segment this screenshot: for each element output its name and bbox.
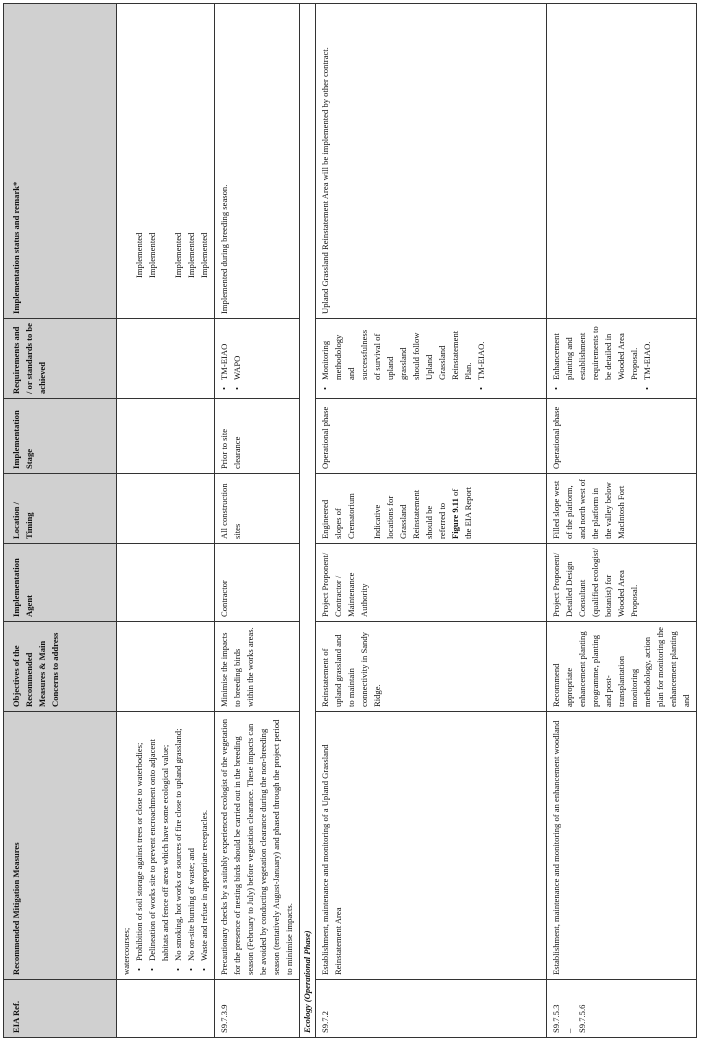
row1-measure: [117, 712, 215, 980]
row1-ref: [117, 980, 215, 1038]
header-location: Location / Timing: [4, 474, 117, 544]
status-text: Implemented: [173, 232, 183, 278]
row1-bullet: • Prohibition of soil storage against trees or close to waterbodies;: [133, 716, 146, 975]
row3-requirements: [316, 319, 547, 399]
requirement-item: • Enhancement planting and establishment requirements to be detailed in Wooded Area Proposal.: [550, 323, 641, 394]
requirement-item: • Monitoring methodology and successfulness of survival of upland grassland should follow Upland Grassland Reinstatement Plan.: [319, 323, 475, 394]
header-agent: Implementation Agent: [4, 544, 117, 622]
header-row: [4, 4, 117, 1038]
row4-location: Filled slope west of the platform, and north west of the platform in the valley below MacIntosh Fort: [547, 474, 697, 544]
status-text: Implemented: [147, 232, 157, 278]
header-status: Implementation status and remark*: [4, 4, 117, 319]
mitigation-measures-table: [3, 3, 697, 1038]
row3-stage: Operational phase: [316, 399, 547, 474]
row1-bullet: • Waste and refuse in appropriate receptacles.: [198, 716, 211, 975]
row1-objective: [117, 622, 215, 712]
figure-reference: Figure 9.11: [450, 498, 460, 539]
row1-bullet: • No on-site burning of waste; and: [185, 716, 198, 975]
status-text: Implemented: [134, 232, 144, 278]
row2-objective: Minimise the impacts to breeding birds within the works areas.: [215, 622, 300, 712]
header-stage: Implementation Stage: [4, 399, 117, 474]
row3-objective: Reinstatement of upland grassland and to maintain connectivity in Sandy Ridge.: [316, 622, 547, 712]
ref-part: S9.7.5.3: [551, 1004, 561, 1033]
row3-agent: Project Proponent/ Contractor / Maintenance Authority: [316, 544, 547, 622]
row1-requirements: [117, 319, 215, 399]
table-row: [117, 4, 215, 1038]
row1-bullet: • Delineation of works site to prevent encroachment onto adjacent habitats and fence off areas which have some ecological value;: [146, 716, 172, 975]
row3-measure: Establishment, maintenance and monitoring of a Upland Grassland Reinstatement Area: [316, 712, 547, 980]
section-heading: Ecology (Operational Phase): [300, 4, 316, 1038]
row1-location: [117, 474, 215, 544]
location-part: Indicative locations for Grassland Reinstatement should be referred to: [372, 489, 447, 539]
row4-stage: Operational phase: [547, 399, 697, 474]
row1-agent: [117, 544, 215, 622]
requirement-item: • TM-EIAO.: [641, 323, 654, 394]
table-row: [215, 4, 300, 1038]
row4-agent: Project Proponent/ Detailed Design Consultant (qualified ecologist/ botanist) for Wooded Area Proposal.: [547, 544, 697, 622]
status-text: Implemented: [186, 232, 196, 278]
requirement-item: • WAPO: [231, 323, 244, 394]
header-objectives: Objectives of the Recommended Measures & Main Concerns to address: [4, 622, 117, 712]
row2-agent: Contractor: [215, 544, 300, 622]
row4-measure: Establishment, maintenance and monitoring of an enhancement woodland: [547, 712, 697, 980]
row2-ref: S9.7.3.9: [215, 980, 300, 1038]
row4-ref: [547, 980, 697, 1038]
row1-intro: watercourses;: [121, 927, 131, 975]
row2-requirements: [215, 319, 300, 399]
row4-status: [547, 4, 697, 319]
row4-requirements: [547, 319, 697, 399]
row2-location: All construction sites: [215, 474, 300, 544]
row1-status: [117, 4, 215, 319]
row1-bullet: • No smoking, hot works or sources of fire close to upland grassland;: [172, 716, 185, 975]
row3-ref: S9.7.2: [316, 980, 547, 1038]
row3-location: [316, 474, 547, 544]
header-ref: EIA Ref.: [4, 980, 117, 1038]
requirement-item: • TM-EIAO.: [475, 323, 488, 394]
row3-status: Upland Grassland Reinstatement Area will be implemented by other contract.: [316, 4, 547, 319]
location-part: of the EIA Report: [450, 486, 473, 539]
status-text: Implemented: [199, 232, 209, 278]
ref-part: –: [564, 1028, 574, 1033]
section-row: [300, 4, 316, 1038]
header-measures: Recommended Mitigation Measures: [4, 712, 117, 980]
table-row: [316, 4, 547, 1038]
header-requirements: Requirements and / or standards to be achieved: [4, 319, 117, 399]
ref-part: S9.7.5.6: [577, 1004, 587, 1033]
table-row: [547, 4, 697, 1038]
location-part: Engineered slopes of Crematorium: [320, 493, 356, 539]
row2-measure: Precautionary checks by a suitably experienced ecologist of the vegetation for the presence of nesting birds should be carried out in the breeding season (February to July) before vegetation clearance. These impacts can be avoided by conducting vegetation clearance during the non-breeding season (tentatively August-January) and phased through the project period to minimise impacts.: [215, 712, 300, 980]
requirement-item: • TM-EIAO: [218, 323, 231, 394]
row2-status: Implemented during breeding season.: [215, 4, 300, 319]
row2-stage: Prior to site clearance: [215, 399, 300, 474]
row4-objective: Recommend appropriate enhancement planting programme, planting and post-transplantation monitoring methodology, action plan for monitoring the enhancement planting and: [547, 622, 697, 712]
row1-stage: [117, 399, 215, 474]
